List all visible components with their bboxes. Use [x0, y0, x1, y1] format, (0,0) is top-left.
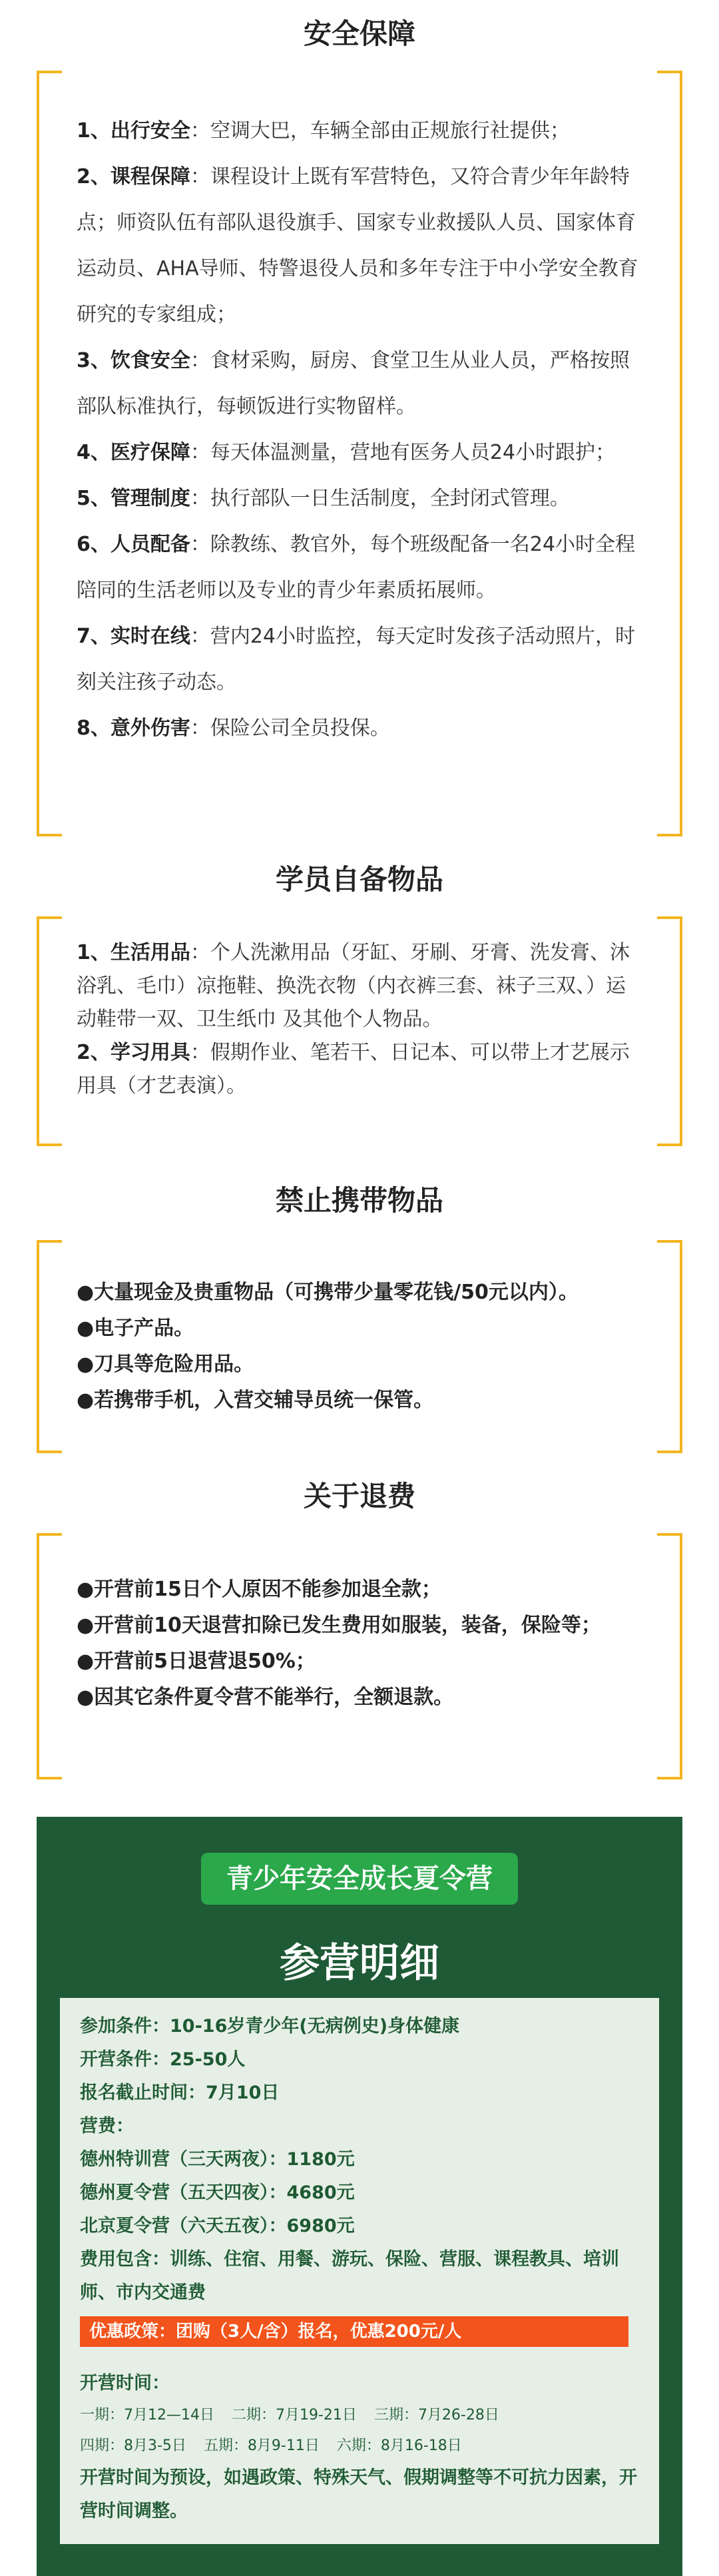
schedule-date: 一期：7月12—14日: [80, 2407, 214, 2423]
camp-price-item: 北京夏令营（六天五夜）：6980元: [80, 2216, 355, 2236]
camp-title: 参营明细: [280, 1940, 439, 1987]
camp-conditions: 参加条件：10-16岁青少年(无病例史)身体健康: [80, 2016, 460, 2037]
refund-title: 关于退费: [303, 1480, 415, 1512]
supplies-title: 学员自备物品: [275, 863, 443, 896]
prohibited-title: 禁止携带物品: [275, 1184, 443, 1217]
safety-item: 1、出行安全：空调大巴，车辆全部由正规旅行社提供；: [77, 119, 570, 143]
safety-item: 5、管理制度：执行部队一日生活制度，全封闭式管理。: [77, 487, 570, 510]
prohibited-item: ●电子产品。: [77, 1317, 194, 1340]
camp-price-item: 德州夏令营（五天四夜）：4680元: [80, 2182, 355, 2203]
camp-fees-label: 营费：: [80, 2116, 134, 2136]
camp-banner: 青少年安全成长夏令营: [201, 1853, 518, 1905]
safety-title: 安全保障: [303, 17, 415, 50]
schedule-date: 三期：7月26-28日: [373, 2407, 499, 2423]
schedule-label: 开营时间：: [80, 2373, 170, 2394]
prohibited-item: ●大量现金及贵重物品（可携带少量零花钱/50元以内）。: [77, 1281, 579, 1304]
refund-box: [37, 1533, 682, 1779]
supplies-box: [37, 916, 682, 1146]
schedule-date: 二期：7月19-21日: [232, 2407, 357, 2423]
schedule-date: 五期：8月9-11日: [203, 2437, 320, 2454]
schedule-row: [80, 2400, 639, 2431]
safety-item: 2、课程保障：课程设计上既有军营特色，又符合青少年年龄特点；师资队伍有部队退役旗手、国家专业救援队人员、国家体育运动员、AHA导师、特警退役人员和多年专注于中小学安全教育研究的专家组成；: [77, 165, 638, 326]
refund-item: ●开营前15日个人原因不能参加退全款；: [77, 1578, 441, 1601]
safety-item: 6、人员配备：除教练、教官外，每个班级配备一名24小时全程陪同的生活老师以及专业的青少年素质拓展师。: [77, 533, 636, 602]
refund-item: ●开营前10天退营扣除已发生费用如服装，装备，保险等；: [77, 1614, 601, 1637]
camp-size: 开营条件：25-50人: [80, 2049, 246, 2070]
supplies-item: 1、生活用品：个人洗漱用品（牙缸、牙刷、牙膏、洗发膏、沐浴乳、毛巾）凉拖鞋、换洗衣物（内衣裤三套、袜子三双、）运动鞋带一双、卫生纸巾 及其他个人物品。: [77, 941, 630, 1031]
refund-item: ●因其它条件夏令营不能举行，全额退款。: [77, 1686, 454, 1709]
prohibited-item: ●刀具等危险用品。: [77, 1353, 254, 1376]
camp-price-item: 德州特训营（三天两夜）：1180元: [80, 2149, 355, 2170]
safety-item: 8、意外伤害：保险公司全员投保。: [77, 717, 390, 740]
safety-item: 3、饮食安全：食材采购，厨房、食堂卫生从业人员，严格按照部队标准执行，每顿饭进行实物留样。: [77, 349, 630, 418]
schedule-date: 六期：8月16-18日: [336, 2437, 462, 2454]
schedule-date: 四期：8月3-5日: [80, 2437, 186, 2454]
prohibited-box: [37, 1240, 682, 1453]
refund-item: ●开营前5日退营退50%；: [77, 1650, 316, 1673]
supplies-item: 2、学习用具：假期作业、笔若干、日记本、可以带上才艺展示用具（才艺表演）。: [77, 1041, 630, 1098]
schedule-row: [80, 2431, 639, 2461]
camp-details-card: [60, 1998, 659, 2544]
safety-item: 4、医疗保障：每天体温测量，营地有医务人员24小时跟护；: [77, 441, 616, 464]
camp-fee-includes: 费用包含：训练、住宿、用餐、游玩、保险、营服、课程教具、培训师、市内交通费: [80, 2249, 619, 2303]
safety-box: [37, 71, 682, 836]
camp-deadline: 报名截止时间：7月10日: [80, 2083, 280, 2103]
prohibited-item: ●若携带手机，入营交辅导员统一保管。: [77, 1389, 434, 1412]
safety-item: 7、实时在线：营内24小时监控，每天定时发孩子活动照片，时刻关注孩子动态。: [77, 625, 636, 694]
promo-banner: 优惠政策：团购（3人/含）报名，优惠200元/人: [80, 2316, 628, 2347]
camp-panel: [37, 1817, 682, 2576]
schedule-note: 开营时间为预设，如遇政策、特殊天气、假期调整等不可抗力因素，开营时间调整。: [80, 2467, 637, 2521]
